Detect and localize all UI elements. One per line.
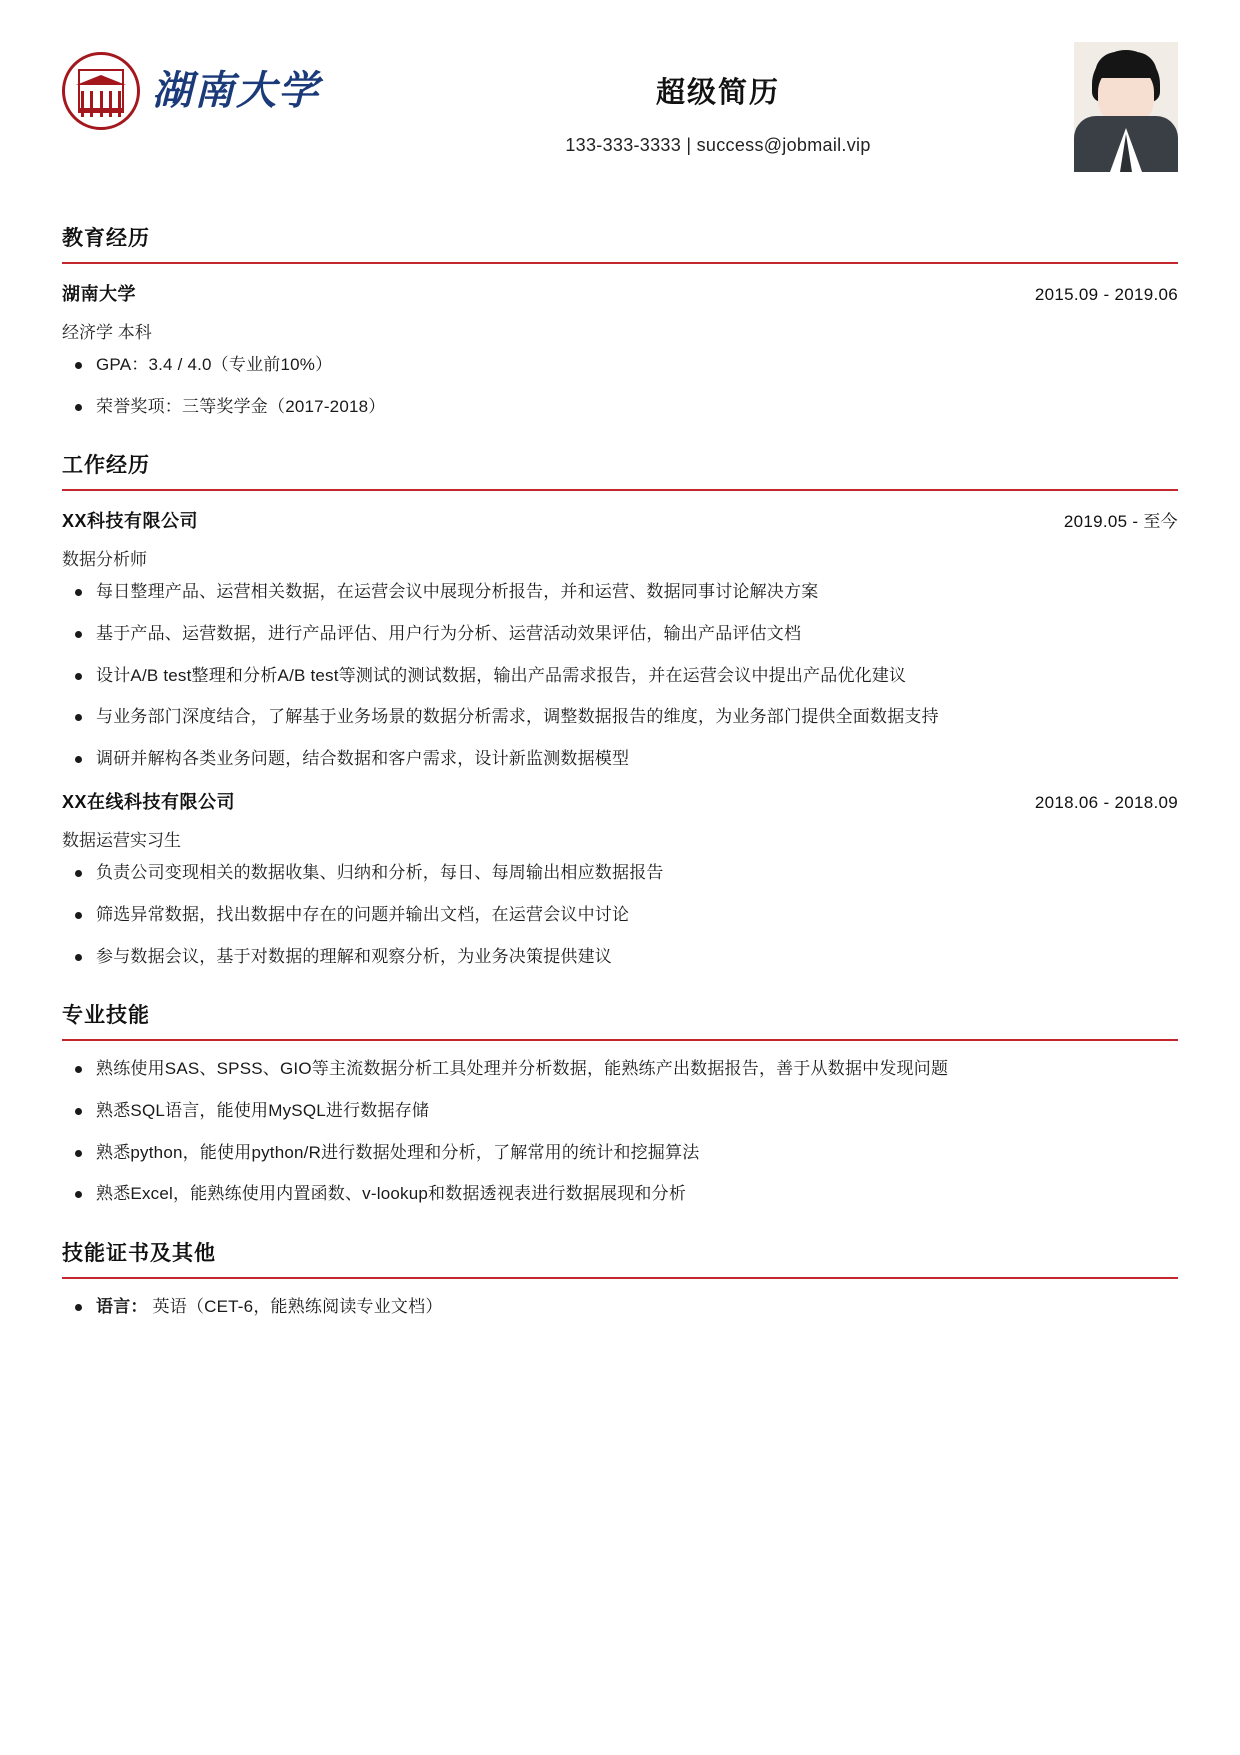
work-entry-1 [62, 507, 1178, 771]
entry-organization: XX科技有限公司 [62, 511, 199, 532]
skills-bullet-list [62, 1057, 1178, 1207]
section-title-work: 工作经历 [62, 454, 150, 478]
section-divider [62, 262, 1178, 264]
section-work [62, 449, 1178, 969]
section-title-skills: 专业技能 [62, 1004, 150, 1028]
list-item: 参与数据会议，基于对数据的理解和观察分析，为业务决策提供建议 [62, 945, 1178, 970]
resume-title: 超级简历 [655, 77, 780, 109]
entry-date: 2015.09 - 2019.06 [1034, 285, 1178, 304]
header-center [362, 42, 1074, 156]
university-logo [62, 42, 362, 130]
university-logo-text: 湖南大学 [152, 68, 320, 113]
list-item: 每日整理产品、运营相关数据，在运营会议中展现分析报告，并和运营、数据同事讨论解决方案 [62, 580, 1178, 605]
certificate-label: 语言： [96, 1296, 148, 1316]
section-divider [62, 1277, 1178, 1279]
entry-subtitle: 数据运营实习生 [62, 831, 181, 851]
entry-subtitle: 数据分析师 [62, 550, 147, 570]
list-item [62, 1295, 1178, 1320]
list-item: 与业务部门深度结合，了解基于业务场景的数据分析需求，调整数据报告的维度，为业务部门提供全面数据支持 [62, 705, 1178, 730]
list-item: 基于产品、运营数据，进行产品评估、用户行为分析、运营活动效果评估，输出产品评估文档 [62, 622, 1178, 647]
certificates-bullet-list [62, 1295, 1178, 1320]
work-entry-2 [62, 788, 1178, 969]
list-item: 熟悉SQL语言，能使用MySQL进行数据存储 [62, 1099, 1178, 1124]
list-item: GPA：3.4 / 4.0（专业前10%） [62, 353, 1178, 378]
entry-head [62, 280, 1178, 306]
certificate-text: 英语（CET-6，能熟练阅读专业文档） [152, 1296, 443, 1316]
section-divider [62, 489, 1178, 491]
list-item: 荣誉奖项：三等奖学金（2017-2018） [62, 395, 1178, 420]
section-title-certificates: 技能证书及其他 [62, 1241, 216, 1265]
work-bullet-list-2 [62, 861, 1178, 969]
education-entry [62, 280, 1178, 419]
university-seal-icon [62, 52, 140, 130]
entry-head [62, 507, 1178, 533]
list-item: 调研并解构各类业务问题，结合数据和客户需求，设计新监测数据模型 [62, 747, 1178, 772]
entry-organization: XX在线科技有限公司 [62, 792, 236, 813]
section-skills [62, 999, 1178, 1207]
section-divider [62, 1039, 1178, 1041]
list-item: 熟练使用SAS、SPSS、GIO等主流数据分析工具处理并分析数据，能熟练产出数据报告，善于从数据中发现问题 [62, 1057, 1178, 1082]
work-bullet-list-1 [62, 580, 1178, 771]
list-item: 设计A/B test整理和分析A/B test等测试的测试数据，输出产品需求报告，并在运营会议中提出产品优化建议 [62, 664, 1178, 689]
list-item: 熟悉python，能使用python/R进行数据处理和分析，了解常用的统计和挖掘算法 [62, 1141, 1178, 1166]
list-item: 筛选异常数据，找出数据中存在的问题并输出文档，在运营会议中讨论 [62, 903, 1178, 928]
entry-subtitle: 经济学 本科 [62, 323, 152, 342]
contact-line: 133-333-3333 | success@jobmail.vip [565, 135, 871, 155]
list-item: 负责公司变现相关的数据收集、归纳和分析，每日、每周输出相应数据报告 [62, 861, 1178, 886]
resume-header [62, 42, 1178, 192]
seal-columns-icon [81, 91, 121, 117]
avatar-hair-top [1095, 52, 1157, 78]
education-bullet-list [62, 353, 1178, 419]
avatar-tie [1120, 134, 1132, 172]
entry-date: 2019.05 - 至今 [1063, 512, 1178, 532]
person-avatar-icon [1074, 42, 1178, 172]
entry-organization: 湖南大学 [62, 284, 136, 304]
list-item: 熟悉Excel，能熟练使用内置函数、v-lookup和数据透视表进行数据展现和分析 [62, 1182, 1178, 1207]
section-education [62, 222, 1178, 419]
entry-date: 2018.06 - 2018.09 [1034, 793, 1178, 813]
section-title-education: 教育经历 [62, 227, 150, 250]
entry-head [62, 788, 1178, 814]
section-certificates [62, 1237, 1178, 1320]
